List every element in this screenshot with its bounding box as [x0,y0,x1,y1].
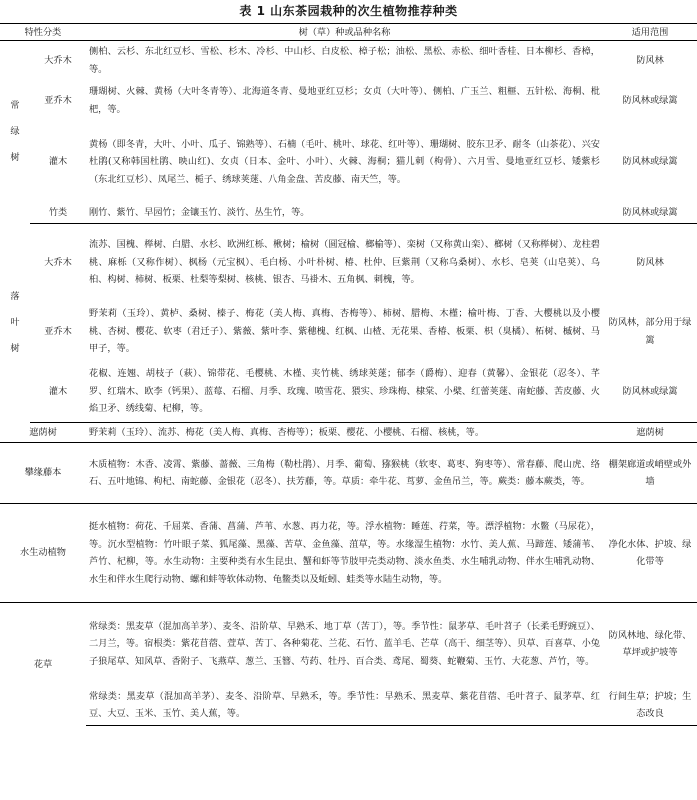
table-row [0,81,697,121]
species-names: 常绿类：黑麦草（混加高羊茅）、麦冬、沿阶草、早熟禾、地丁草（苦丁），等。季节性：鼠茅草、毛叶苕子（长柔毛野豌豆）、二月兰，等。宿根类：紫花苜蓿、萱草、苦丁、各种菊花、兰花、石竹、蓝羊毛、芒草（高干、细茎等）、贝草、百喜草、小兔子狼尾草、知风草、香附子、飞燕草、葱兰、玉簪、芍药、牡丹、百合类、鸢尾、蜀葵、蛇鞭菊、玉竹、大花葱、芦竹，等。 [89,620,600,667]
table-row [0,362,697,423]
header-row [0,24,697,41]
subcategory: 竹类 [30,203,86,223]
category-climbing-vines: 攀缘藤本 [0,443,86,504]
table-title: 表 1 山东茶园栽种的次生植物推荐种类 [239,4,458,18]
category-grass: 花草 [33,658,53,670]
subcategory: 灌木 [48,156,68,168]
scope: 行间生草；护坡；生态改良 [603,685,697,726]
table-row [0,504,697,603]
scope: 防风林，部分用于绿篱 [608,317,692,346]
table-row [0,223,697,302]
header-category: 特性分类 [0,24,86,41]
category-aquatic: 水生动植物 [0,504,86,603]
group-label-evergreen [0,41,30,224]
species-names: 野茉莉（玉玲）、黄栌、桑树、榛子、梅花（美人梅、真梅、杏梅等）、柿树、腊梅、木槿；榆叶梅、丁香、大樱桃以及小樱桃、杏树、樱花、软枣（君迁子）、紫薇、紫叶李、紫穗槐、红枫、山楂、无花果、香椿、板栗、枳（臭橘）、柘树、槭树、马甲子，等。 [89,308,600,355]
group-label-deciduous [0,223,30,422]
species-names: 常绿类：黑麦草（混加高羊茅）、麦冬、沿阶草、早熟禾，等。季节性：早熟禾、黑麦草、紫花苜蓿、毛叶苕子、鼠茅草、红豆、大豆、玉米、玉竹、美人蕉，等。 [86,685,603,726]
table-row [0,422,697,443]
table-row [0,603,697,686]
table-row [0,121,697,203]
scope: 防风林或绿篱 [622,95,678,107]
scope: 遮荫树 [603,422,697,443]
table-row [0,203,697,223]
species-names: 珊瑚树、火棘、黄杨（大叶冬青等）、北海道冬青、曼地亚红豆杉；女贞（大叶等）、侧柏、广玉兰、粗榧、五针松、海桐、枇杷，等。 [89,86,600,115]
header-names: 树（草）种或品种名称 [86,24,603,41]
subcategory: 大乔木 [44,55,72,67]
scope: 防风林或绿篱 [622,156,678,168]
table-row [0,685,697,726]
scope: 防风林 [636,256,664,268]
scope: 净化水体、护坡、绿化带等 [603,504,697,603]
species-names: 野茉莉（玉玲）、流苏、梅花（美人梅、真梅、杏梅等）；板栗、樱花、小樱桃、石榴、核桃，等。 [86,422,603,443]
group-label-text: 常绿树 [10,100,20,164]
table-row [0,41,697,82]
scope: 防风林或绿篱 [603,203,697,223]
subcategory: 亚乔木 [44,95,72,107]
scope: 防风林 [636,55,664,67]
subcategory: 亚乔木 [44,325,72,337]
category-shade-trees: 遮荫树 [0,422,86,443]
scope: 防风林地、绿化带、草坪或护坡等 [608,629,692,659]
group-label-text: 落叶树 [10,290,20,354]
table-row [0,302,697,362]
scope: 棚架廊道或峭壁或外墙 [603,443,697,504]
species-names: 花椒、连翘、胡枝子（萩）、锦带花、毛樱桃、木槿、夹竹桃、绣球荚蒾；郁李（爵梅）、迎春（黄馨）、金银花（忍冬）、芊罗、红瑞木、欧李（钙果）、蓝莓、石榴、月季、玫瑰、喷雪花、猥实、珍珠梅、棣棠、小檗、红蕾荚蒾、南蛇藤、苦皮藤、火焰卫矛、绣线菊、杞柳，等。 [86,362,603,423]
species-names: 挺水植物：荷花、千屈菜、香蒲、菖蒲、芦苇、水葱、再力花，等。浮水植物：睡莲、荇菜，等。漂浮植物：水鳖（马尿花），等。沉水型植物：竹叶眼子菜、狐尾藻、黑藻、苦草、金鱼藻、菹草，等。水缘湿生植物：水竹、美人蕉、马蹄莲、矮蒲苇、芦竹、杞柳，等。水生动物：主要种类有水生昆虫、蟹和虾等节肢甲壳类动物、淡水鱼类、水生哺乳动物、伴水生哺乳动物、水生和伴水生爬行动物、螺和蚌等软体动物、龟鳖类以及蚯蚓、蛙类等水陆生动物，等。 [86,504,603,603]
species-names: 刚竹、紫竹、早园竹；金镶玉竹、淡竹、丛生竹，等。 [86,203,603,223]
species-names: 流苏、国槐、榉树、白腊、水杉、欧洲红栎、楸树；榆树（圆冠榆、榔榆等）、栾树（又称黄山栾）、榔树（又称榉树）、龙柱碧桃、麻栎（又称作树）、枫杨（元宝枫）、毛白杨、小叶朴树、椿、杜仲、巨紫荆（又称乌桑树）、水杉、皂荚（山皂荚）、乌桕、构树、柿树、板栗、杜梨等梨树、核桃、银杏、马褂木、五角枫、刺槐，等。 [89,239,600,286]
table-row [0,443,697,504]
species-names: 侧柏、云杉、东北红豆杉、雪松、杉木、冷杉、中山杉、白皮松、樟子松；油松、黑松、赤松、细叶香桂、日本柳杉、香樟，等。 [89,46,600,75]
subcategory: 灌木 [30,362,86,423]
subcategory: 大乔木 [44,256,72,268]
scope: 防风林或绿篱 [603,362,697,423]
plant-table [0,23,697,726]
species-names: 木质植物：木香、凌霄、紫藤、蔷薇、三角梅（勒杜鹃）、月季、葡萄、猕猴桃（软枣、葛枣、狗枣等）、常春藤、爬山虎、络石、五叶地锦、枸杞、南蛇藤、金银花（忍冬）、扶芳藤，等。草质：牵牛花、茑萝、金鱼吊兰，等。蕨类：藤本蕨类，等。 [86,443,603,504]
species-names: 黄杨（即冬青，大叶、小叶、瓜子、锦熟等）、石楠（毛叶、桃叶、球花、红叶等）、珊瑚树、胶东卫矛、耐冬（山茶花）、兴安杜鹃(又称韩国杜鹃、映山红)、女贞（日本、金叶、小叶）、火棘、海桐；猫儿刺（枸骨）、六月雪、曼地亚红豆杉、矮紫杉（东北红豆杉）、凤尾兰、栀子、绣球荚蒾、八角金盘、苦皮藤、南天竺，等。 [89,138,600,185]
header-scope: 适用范围 [603,24,697,41]
